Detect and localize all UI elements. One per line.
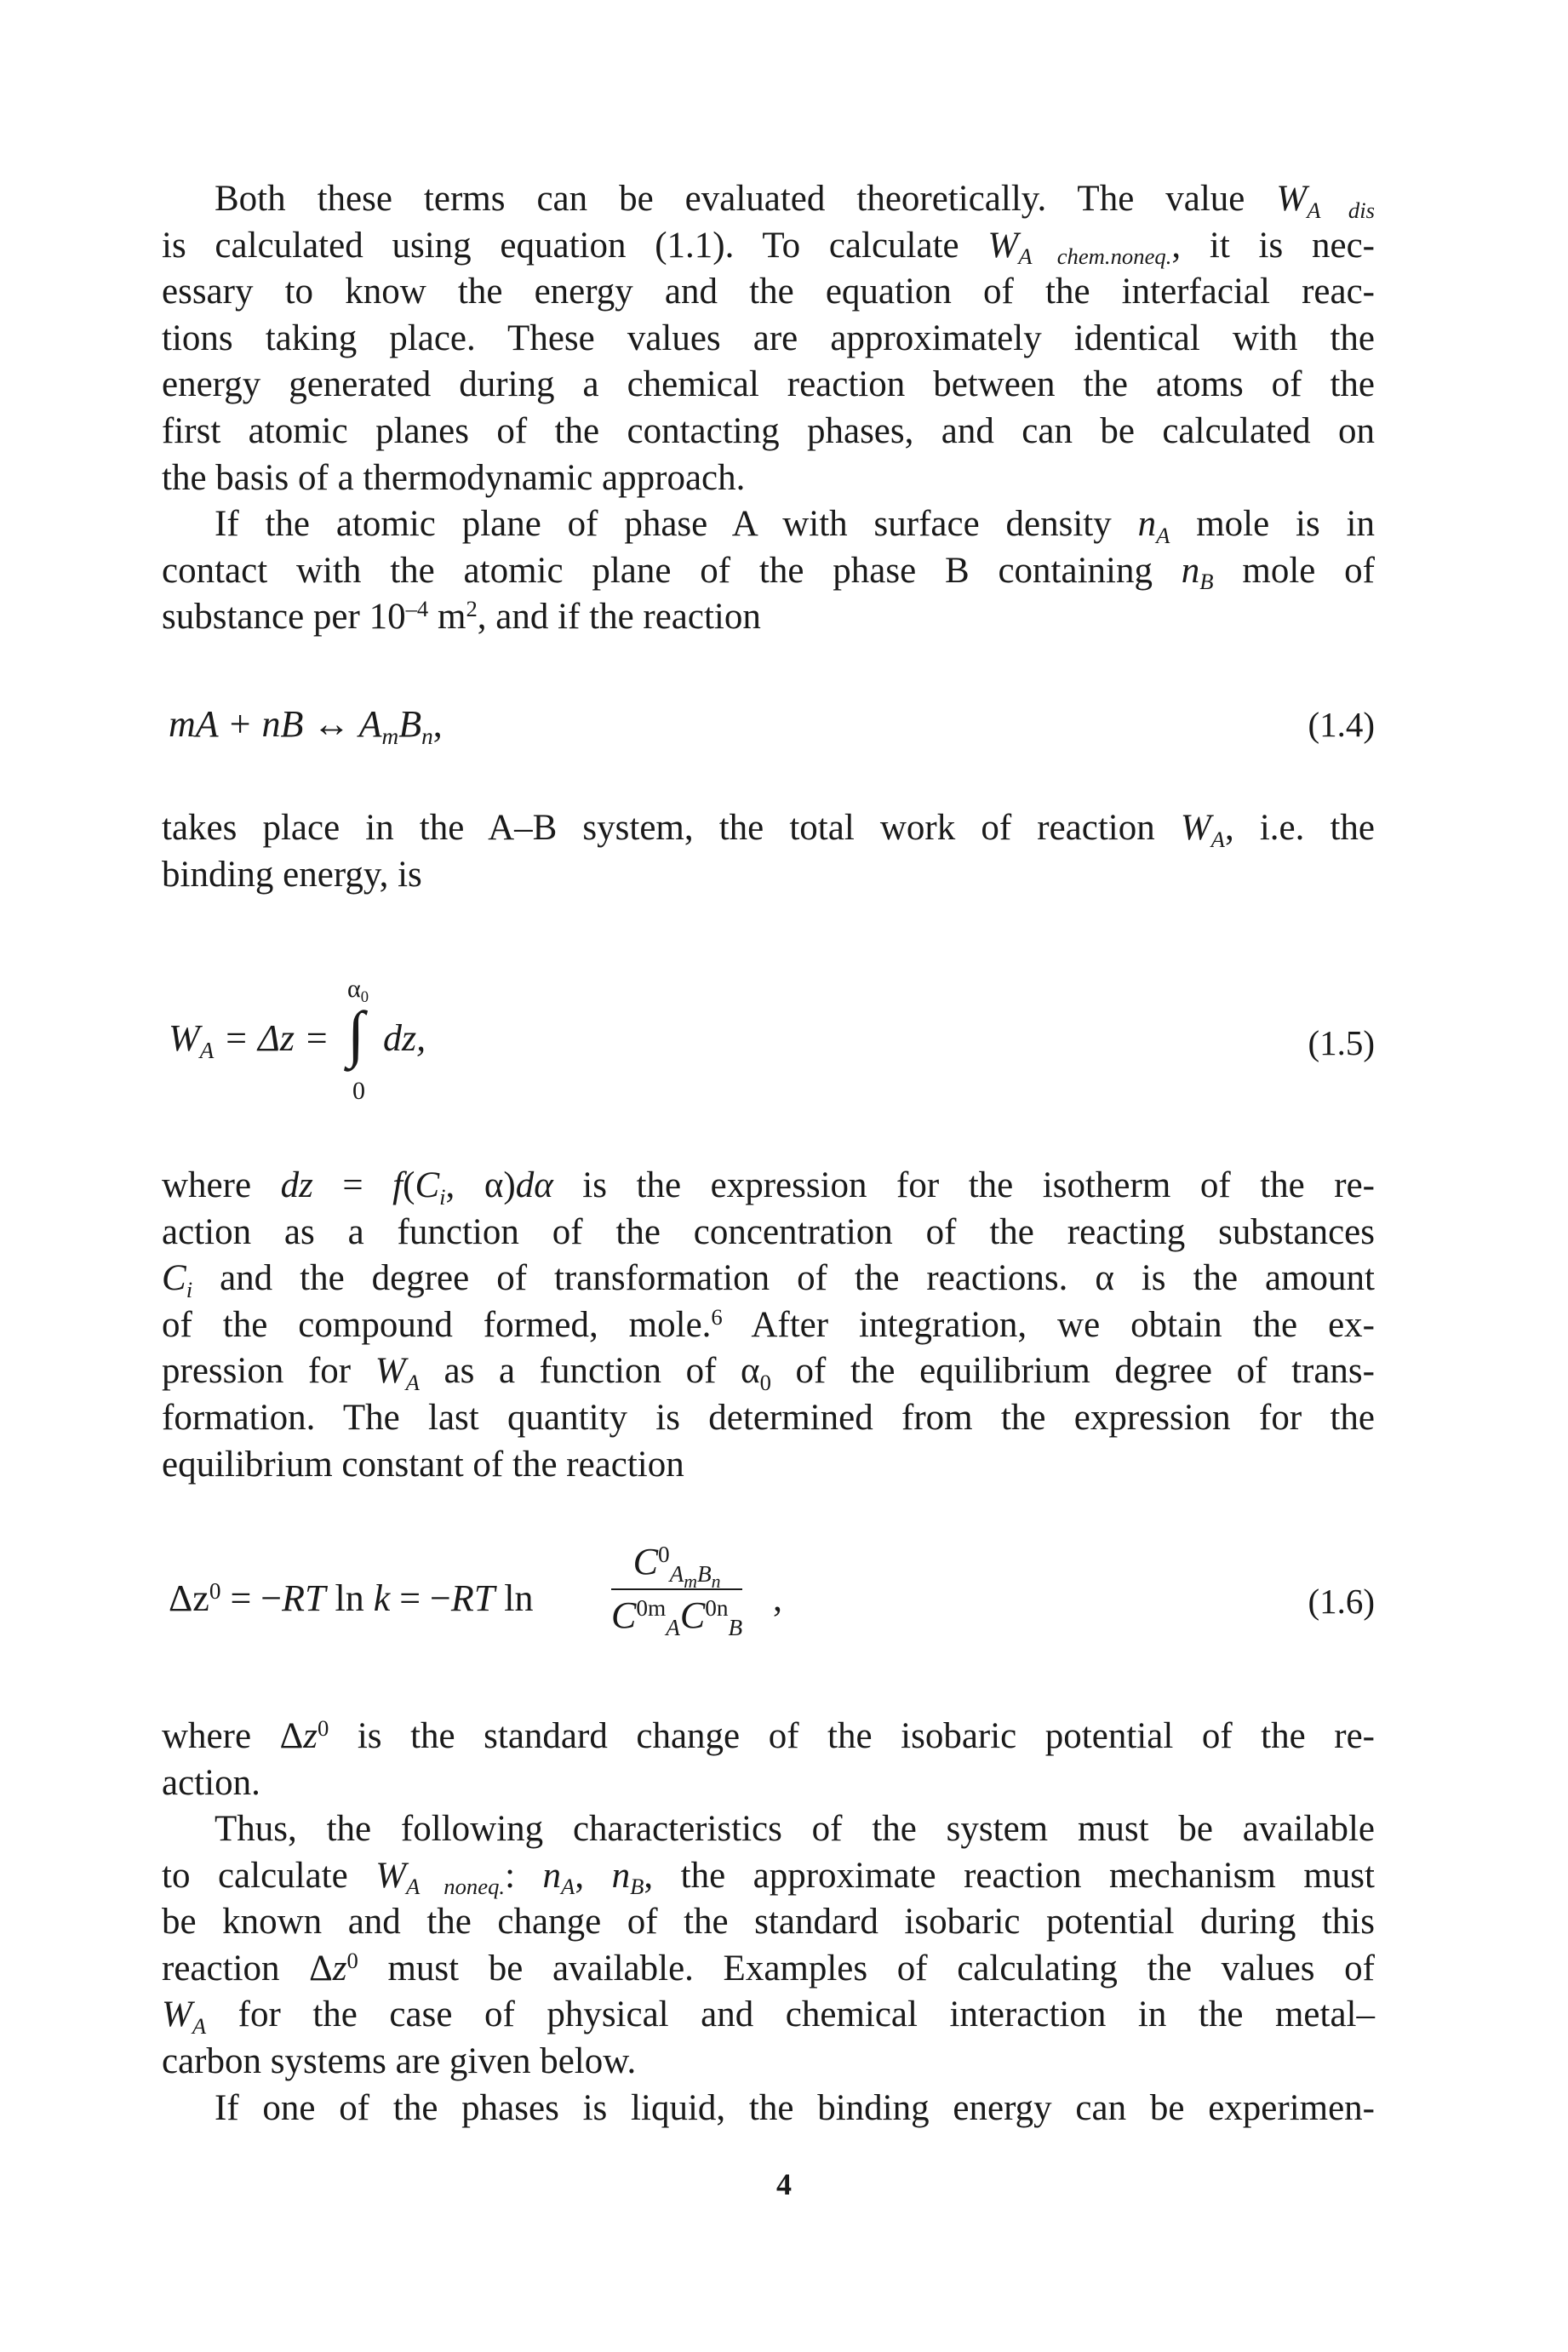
p4-line-1 — [162, 1163, 1375, 1210]
var-W: W — [375, 1351, 406, 1392]
subscript: A — [1156, 522, 1170, 548]
p4-line-5-mid: as a function of α — [419, 1351, 760, 1392]
p4-line-1-tail: is the expression for the isotherm of the re- — [552, 1165, 1375, 1205]
upper-alpha: α — [347, 975, 361, 1003]
p6-line-2 — [162, 1853, 1375, 1900]
integral-lower-limit: 0 — [352, 1077, 365, 1105]
p4-line-6: formation. The last quantity is determined from the expression for the — [162, 1397, 1375, 1438]
p4-line-5-tail: of the equilibrium degree of trans- — [770, 1351, 1375, 1392]
exponent: –4 — [405, 596, 429, 622]
equation-1-6-lhs — [169, 1577, 533, 1620]
var-C: C — [679, 1594, 706, 1636]
p4-line-7: equilibrium constant of the reaction — [162, 1444, 684, 1485]
subscript: i — [439, 1183, 446, 1210]
p5-line-1-tail: is the standard change of the isobaric potential of the re- — [329, 1716, 1375, 1756]
eq-tail: , — [773, 1577, 782, 1619]
footnote-ref: 6 — [711, 1303, 723, 1330]
superscript: 0n — [705, 1594, 729, 1621]
superscript: 0 — [317, 1715, 329, 1742]
var-n: n — [542, 1855, 562, 1896]
var-dalpha: dα — [515, 1165, 553, 1205]
var-z: z — [332, 1948, 347, 1989]
p2-line-1-text: If the atomic plane of phase A with surface density — [215, 504, 1138, 544]
p4-line-4 — [162, 1302, 1375, 1349]
equation-1-6 — [162, 1537, 1375, 1664]
p6-line-4-text: reaction Δ — [162, 1948, 333, 1989]
superscript: 0 — [346, 1947, 358, 1973]
var-n: n — [1181, 550, 1200, 591]
paren: ( — [403, 1165, 415, 1205]
subscript: B — [728, 1614, 743, 1640]
var-k: k — [373, 1577, 391, 1619]
subscript: 0 — [360, 987, 369, 1006]
var-dz: dz — [280, 1165, 313, 1205]
var-RT: RT — [282, 1577, 326, 1619]
p1-line-6: first atomic planes of the contacting phases, and can be calculated on — [162, 410, 1375, 451]
subscript: 0 — [759, 1369, 771, 1395]
p2-line-2 — [162, 548, 1375, 595]
p4-line-4-tail: After integration, we obtain the ex- — [722, 1304, 1375, 1345]
paragraph-5 — [162, 1714, 1375, 1806]
subscript: B — [697, 1560, 712, 1587]
subscript: A noneq. — [406, 1874, 506, 1900]
p4-line-3 — [162, 1256, 1375, 1302]
fraction — [611, 1540, 743, 1640]
paragraph-1 — [162, 176, 1375, 501]
p4-line-1-text: where — [162, 1165, 281, 1205]
var-W: W — [162, 1994, 192, 2035]
var-C: C — [415, 1165, 440, 1205]
equation-number: (1.5) — [1308, 1023, 1375, 1062]
equation-1-5 — [162, 975, 1375, 1128]
p2-line-3 — [162, 594, 1375, 641]
subscript: A — [405, 1369, 420, 1395]
paragraph-6 — [162, 1806, 1375, 2086]
ln: ln — [325, 1577, 374, 1619]
p1-line-4: tions taking place. These values are approximately identical with the — [162, 318, 1375, 358]
p2-line-3-tail: , and if the reaction — [477, 597, 761, 638]
p1-line-1-text: Both these terms can be evaluated theoretically. The value — [215, 179, 1277, 219]
subscript: A — [561, 1874, 575, 1900]
p4-line-1-alpha: , α) — [445, 1165, 516, 1205]
subscript: m — [381, 723, 399, 749]
subscript: i — [186, 1276, 193, 1302]
p1-line-2-text: is calculated using equation (1.1). To calculate — [162, 225, 988, 266]
p4-line-5 — [162, 1348, 1375, 1395]
subscript: B — [630, 1874, 644, 1900]
p5-line-1-text: where Δ — [162, 1716, 304, 1756]
p1-line-3: essary to know the energy and the equation of the interfacial reac- — [162, 272, 1375, 312]
integral-sign: ∫ — [347, 999, 365, 1069]
delta-z: Δz — [169, 1577, 209, 1619]
eq-tail: , — [432, 703, 443, 745]
var-n: n — [1137, 504, 1157, 544]
denominator — [611, 1590, 743, 1640]
paragraph-7 — [162, 2086, 1375, 2132]
page-number: 4 — [776, 2167, 792, 2201]
var-C: C — [611, 1594, 637, 1636]
subscript: n — [421, 723, 433, 749]
equals-minus: = − — [390, 1577, 451, 1619]
var-C: C — [632, 1541, 658, 1582]
p6-line-4-tail: must be available. Examples of calculating the values of — [358, 1948, 1375, 1989]
superscript: 0 — [657, 1541, 670, 1567]
equation-1-4 — [162, 702, 1375, 753]
p2-line-2-tail: mole of — [1213, 550, 1375, 591]
p3-line-1 — [162, 805, 1375, 852]
var-W: W — [987, 225, 1019, 266]
p1-line-5: energy generated during a chemical reaction between the atoms of the — [162, 364, 1375, 405]
numerator — [611, 1540, 742, 1590]
var-RT: RT — [450, 1577, 495, 1619]
var-W: W — [169, 1017, 200, 1059]
p4-line-3-text: and the degree of transformation of the reactions. α is the amount — [192, 1258, 1375, 1299]
p7-line-1: If one of the phases is liquid, the binding energy can be experimen- — [215, 2088, 1375, 2128]
equation-number: (1.4) — [1308, 705, 1375, 744]
eq-lhs: mA + nB ↔ A — [169, 703, 382, 745]
p3-line-1-text: takes place in the A–B system, the total work of reaction — [162, 808, 1181, 848]
var-n: n — [611, 1855, 631, 1896]
subscript: n — [711, 1571, 721, 1592]
subscript: m — [684, 1571, 697, 1592]
subscript: A — [192, 2012, 207, 2039]
p6-line-5 — [162, 1992, 1375, 2039]
equals: = — [312, 1165, 393, 1205]
colon: : — [505, 1855, 543, 1896]
p5-line-1 — [162, 1714, 1375, 1760]
p2-line-3-text: substance per 10 — [162, 597, 406, 638]
integrand: dz, — [383, 1017, 426, 1059]
exponent: 2 — [466, 596, 478, 622]
equation-1-4-body — [169, 702, 443, 749]
p1-line-2 — [162, 223, 1375, 270]
var-W: W — [1180, 808, 1211, 848]
superscript: 0m — [636, 1594, 667, 1621]
var-W: W — [1276, 179, 1308, 219]
p6-line-4 — [162, 1946, 1375, 1993]
subscript: A — [199, 1037, 215, 1063]
subscript: B — [1199, 569, 1214, 595]
p2-line-1 — [162, 501, 1375, 548]
subscript: A — [669, 1560, 684, 1587]
unit-m: m — [428, 597, 466, 638]
var-B: B — [398, 703, 422, 745]
paragraph-2 — [162, 501, 1375, 641]
p4-line-2: action as a function of the concentration of the reacting substances — [162, 1211, 1375, 1252]
p6-line-5-tail: for the case of physical and chemical interaction in the metal– — [206, 1994, 1375, 2035]
p3-line-2: binding energy, is — [162, 854, 422, 895]
p1-line-2-tail: , it is nec- — [1171, 225, 1375, 266]
p4-line-4-text: of the compound formed, mole. — [162, 1304, 712, 1345]
p6-line-6: carbon systems are given below. — [162, 2040, 637, 2081]
subscript: A chem.noneq. — [1018, 243, 1172, 270]
p2-line-2-text: contact with the atomic plane of the phase B containing — [162, 550, 1182, 591]
equals-minus: = − — [220, 1577, 283, 1619]
subscript: A — [1210, 826, 1225, 852]
paragraph-3 — [162, 805, 1375, 898]
p1-line-7: the basis of a thermodynamic approach. — [162, 457, 746, 498]
eq-middle: = Δz = — [214, 1017, 329, 1059]
p6-line-1: Thus, the following characteristics of the system must be available — [215, 1809, 1375, 1849]
var-C: C — [162, 1258, 186, 1299]
p1-line-1 — [162, 176, 1375, 223]
p5-line-2: action. — [162, 1762, 260, 1803]
p6-line-3: be known and the change of the standard isobaric potential during this — [162, 1902, 1375, 1943]
subscript: A dis — [1307, 197, 1375, 223]
p6-line-2-tail: , the approximate reaction mechanism must — [644, 1855, 1375, 1896]
var-W: W — [375, 1855, 407, 1896]
superscript: 0 — [209, 1577, 221, 1604]
p4-line-5-text: pression for — [162, 1351, 375, 1392]
comma: , — [575, 1855, 612, 1896]
p6-line-2-text: to calculate — [162, 1855, 376, 1896]
p2-line-1-tail: mole is in — [1170, 504, 1375, 544]
ln: ln — [495, 1577, 534, 1619]
var-z: z — [303, 1716, 318, 1756]
paragraph-4 — [162, 1163, 1375, 1488]
subscript: A — [666, 1614, 680, 1640]
equation-1-5-lhs — [169, 1016, 329, 1063]
p3-line-1-tail: , i.e. the — [1224, 808, 1375, 848]
equation-number: (1.6) — [1308, 1582, 1375, 1621]
var-f: f — [392, 1165, 403, 1205]
